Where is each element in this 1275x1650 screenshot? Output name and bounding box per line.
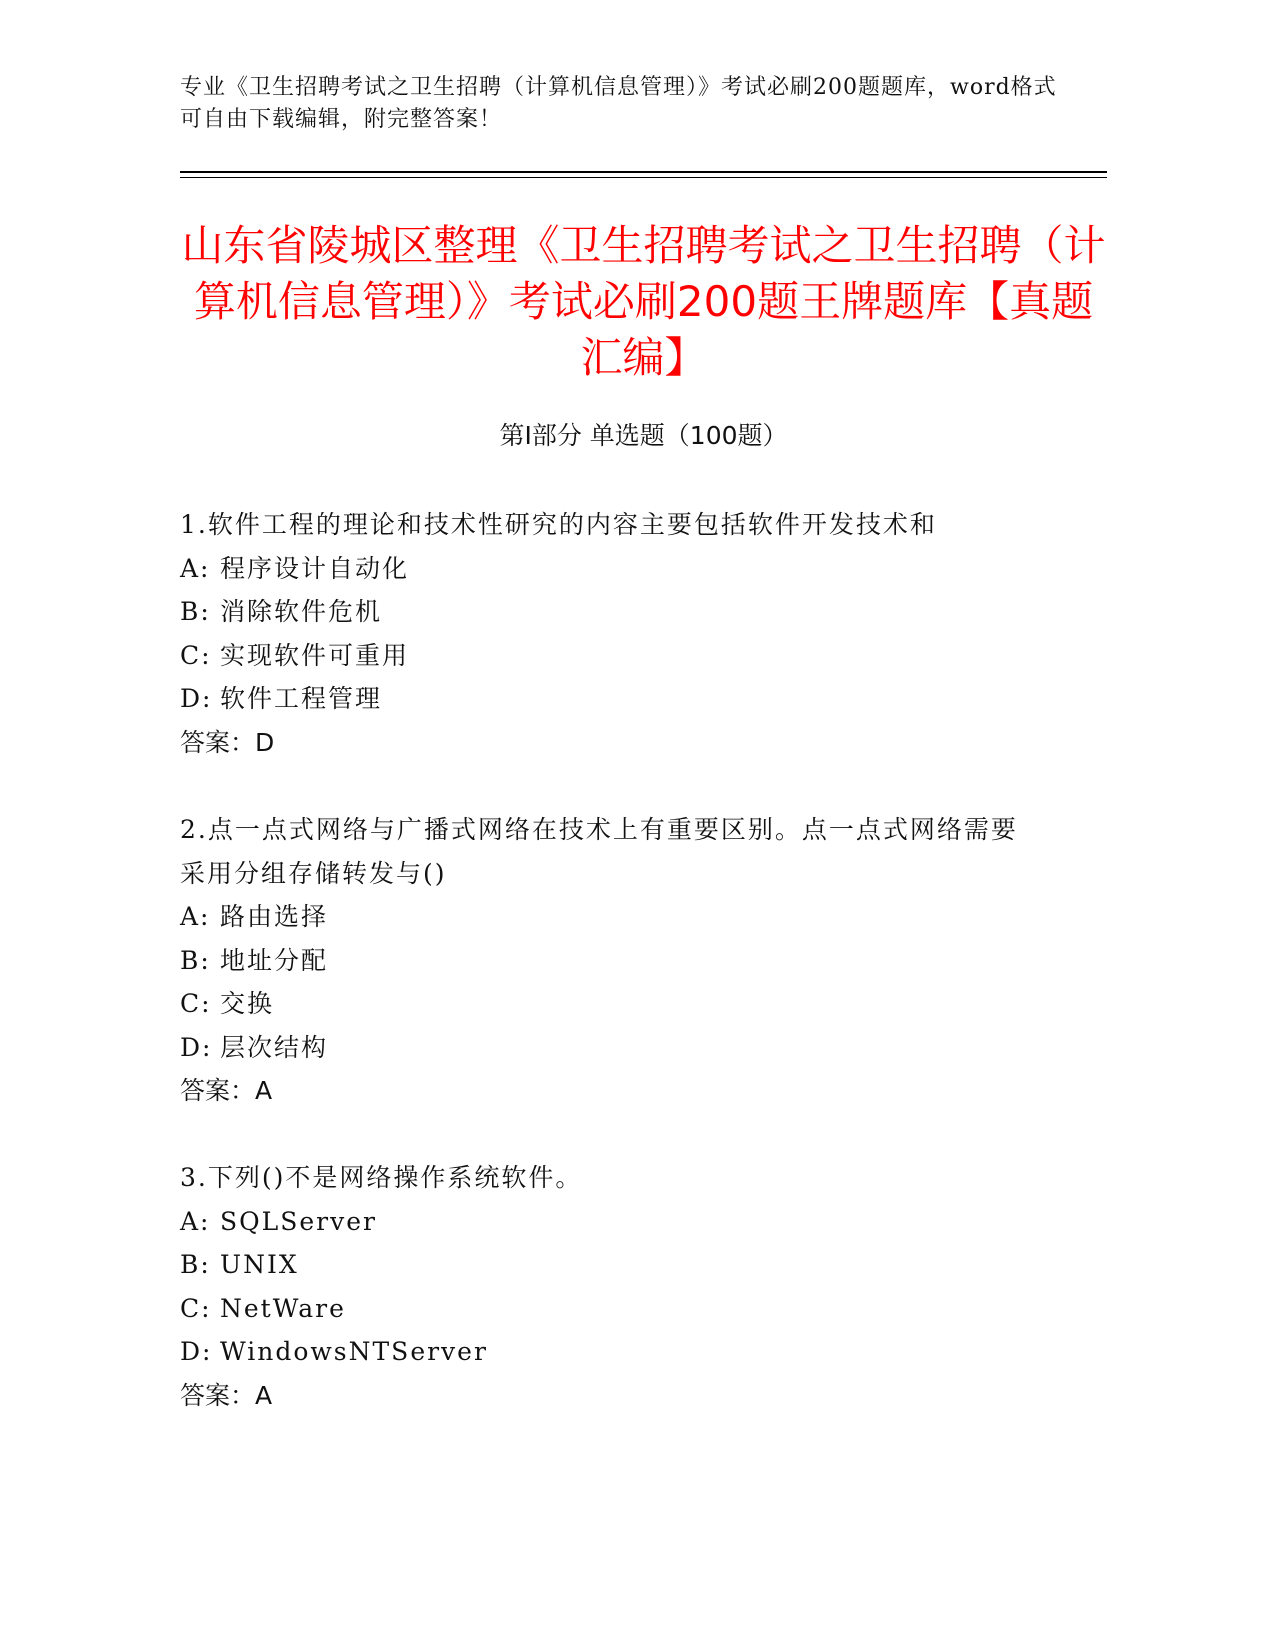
option-a (180, 547, 1040, 591)
option-text: 实现软件可重用 (220, 640, 410, 670)
option-text: 路由选择 (220, 902, 329, 931)
option-label: B: (180, 1250, 211, 1279)
option-label: B: (180, 945, 211, 975)
option-text: 层次结构 (220, 1032, 329, 1062)
option-label: C: (180, 640, 212, 670)
answer-line: 答案：A (180, 1076, 273, 1105)
question-stem: 2.点一点式网络与广播式网络在技术上有重要区别。点一点式网络需要采用分组存储转发与() (180, 815, 1018, 888)
question-stem: 1.软件工程的理论和技术性研究的内容主要包括软件开发技术和 (180, 510, 937, 539)
option-d (180, 1330, 1040, 1374)
option-b (180, 590, 1040, 634)
section-heading: 第I部分 单选题（100题） (499, 421, 788, 450)
question-stem: 3.下列()不是网络操作系统软件。 (180, 1163, 583, 1192)
header-note: 专业《卫生招聘考试之卫生招聘（计算机信息管理）》考试必刷200题题库，word格式可自由下载编辑，附完整答案！ (180, 75, 1057, 132)
option-label: B: (180, 597, 211, 626)
option-c (180, 982, 1040, 1026)
option-text: 交换 (220, 989, 275, 1018)
option-text: 软件工程管理 (220, 684, 383, 713)
option-label: A: (180, 1206, 211, 1236)
option-b (180, 1243, 1040, 1287)
option-text: 程序设计自动化 (220, 553, 410, 583)
option-d (180, 677, 1040, 721)
option-c (180, 1287, 1040, 1331)
question-block (180, 503, 1040, 764)
question-block (180, 1156, 1040, 1417)
option-label: A: (180, 553, 211, 583)
option-b (180, 939, 1040, 983)
option-c (180, 634, 1040, 678)
option-text: WindowsNTServer (220, 1337, 488, 1366)
option-text: SQLServer (220, 1206, 377, 1236)
header-divider-thick (180, 171, 1107, 173)
option-label: C: (180, 989, 212, 1018)
option-a (180, 1200, 1040, 1244)
option-a (180, 895, 1040, 939)
option-label: A: (180, 902, 211, 931)
option-text: 地址分配 (220, 945, 329, 975)
option-label: D: (180, 1337, 213, 1366)
option-text: NetWare (220, 1293, 346, 1323)
option-text: 消除软件危机 (220, 597, 383, 626)
answer-line: 答案：A (180, 1380, 273, 1410)
document-title: 山东省陵城区整理《卫生招聘考试之卫生招聘（计算机信息管理）》考试必刷200题王牌题库【真题汇编】 (181, 221, 1106, 382)
header-divider-thin (180, 177, 1107, 178)
option-label: D: (180, 684, 213, 713)
question-block (180, 808, 1040, 1113)
answer-line: 答案：D (180, 727, 275, 757)
option-d (180, 1026, 1040, 1070)
option-text: UNIX (220, 1250, 299, 1279)
option-label: D: (180, 1032, 213, 1062)
option-label: C: (180, 1293, 212, 1323)
